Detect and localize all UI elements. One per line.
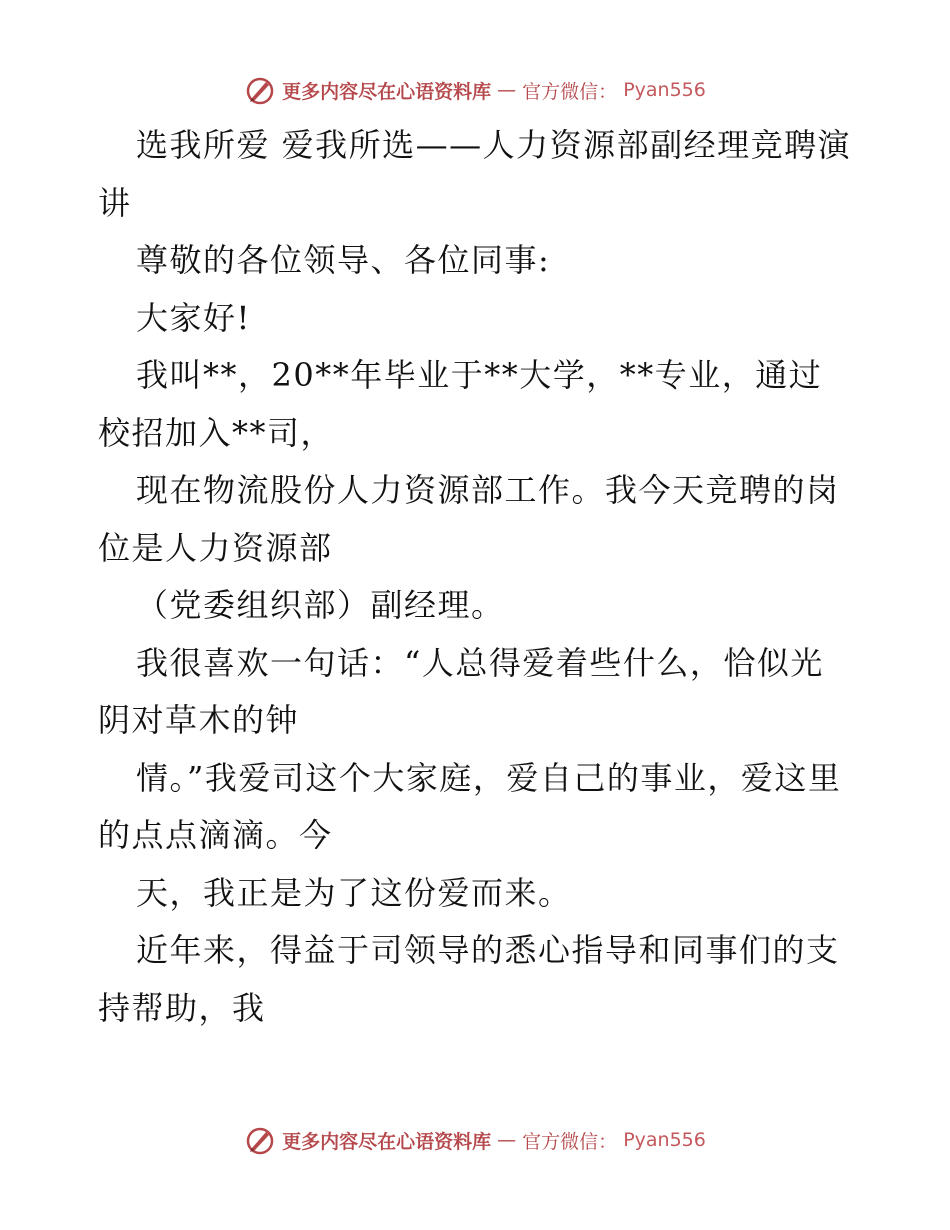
header-banner-separator: — xyxy=(497,79,517,101)
footer-banner-separator: — xyxy=(497,1129,517,1151)
header-banner xyxy=(0,70,950,110)
footer-banner-wechat-label: 官方微信： xyxy=(522,1130,618,1153)
paragraph: 情。”我爱司这个大家庭，爱自己的事业，爱这里的点点滴滴。今 xyxy=(98,758,842,854)
paragraph: 我叫**，20**年毕业于**大学，**专业，通过校招加入**司， xyxy=(98,356,823,452)
salutation: 尊敬的各位领导、各位同事: xyxy=(136,241,551,279)
footer-banner-handle: Pyan556 xyxy=(623,1129,706,1151)
document-title: 选我所爱 爱我所选——人力资源部副经理竞聘演讲 xyxy=(98,126,852,222)
footer-banner xyxy=(0,1120,950,1160)
header-banner-title: 更多内容尽在心语资料库 xyxy=(282,80,492,103)
header-banner-wechat-label: 官方微信： xyxy=(522,80,618,103)
footer-banner-title: 更多内容尽在心语资料库 xyxy=(282,1130,492,1153)
document-body xyxy=(98,117,852,1037)
paragraph: 天，我正是为了这份爱而来。 xyxy=(136,873,572,912)
pen-logo-icon xyxy=(244,74,276,106)
greeting: 大家好! xyxy=(136,298,251,337)
pen-logo-icon xyxy=(244,1124,276,1156)
paragraph: （党委组织部）副经理。 xyxy=(136,586,505,624)
paragraph: 我很喜欢一句话：“人总得爱着些什么，恰似光阴对草木的钟 xyxy=(98,643,824,739)
paragraph: 现在物流股份人力资源部工作。我今天竞聘的岗位是人力资源部 xyxy=(98,471,840,567)
header-banner-handle: Pyan556 xyxy=(623,79,706,101)
paragraph: 近年来，得益于司领导的悉心指导和同事们的支持帮助，我 xyxy=(98,931,840,1027)
